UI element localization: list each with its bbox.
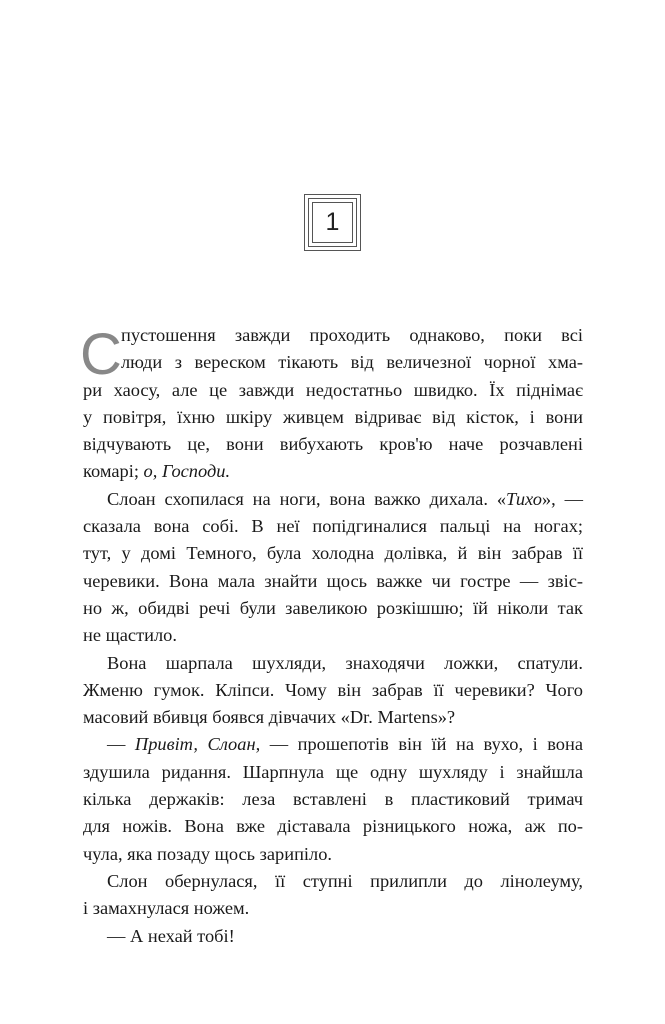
text-line: — А нехай тобі! (107, 925, 235, 946)
text-line: не щастило. (83, 625, 177, 646)
text-line (83, 486, 583, 513)
text-span: комарі; (83, 461, 144, 482)
text-line: чула, яка позаду щось зарипіло. (83, 843, 333, 864)
text-line: і замахнулася ножем. (83, 898, 250, 919)
italic-text: Привіт, Слоан, (134, 734, 261, 755)
text-line: у повітря, їхню шкіру живцем відриває від кісток, і вони (83, 406, 583, 427)
chapter-number: 1 (325, 208, 340, 236)
italic-text: о, Господи. (143, 461, 231, 482)
text-line: черевики. Вона мала знайти щось важке чи гостре — звіс- (83, 570, 583, 591)
text-line: здушила ридання. Шарпнула ще одну шухляду і знайшла (83, 761, 583, 782)
text-line: Жменю гумок. Кліпси. Чому він забрав її черевики? Чого (83, 679, 583, 700)
italic-text: Тихо (506, 488, 542, 509)
text-line: Слон обернулася, її ступні прилипли до лінолеуму, (107, 870, 583, 891)
text-line: тут, у домі Темного, була холодна долівка, й він забрав її (83, 543, 583, 564)
text-line: пустошення завжди проходить однаково, поки всі (121, 325, 583, 345)
text-line: для ножів. Вона вже діставала різницького ножа, аж по- (83, 816, 583, 837)
text-line: масовий вбивця боявся дівчачих «Dr. Martens»? (83, 707, 456, 728)
text-span: — (107, 734, 135, 755)
text-line (83, 731, 583, 758)
text-line: люди з вереском тікають від величезної чорної хма- (121, 352, 583, 373)
body-text (80, 322, 583, 950)
text-span: Слоан схопилася на ноги, вона важко дихала. « (107, 488, 507, 509)
text-line: Вона шарпала шухляди, знаходячи ложки, спатули. (107, 652, 583, 673)
text-line: сказала вона собі. В неї попідгиналися пальці на ногах; (83, 516, 583, 537)
chapter-number-frame (304, 194, 361, 251)
text-line: відчувають це, вони вибухають кров'ю наче розчавлені (83, 434, 583, 455)
text-span: », — (541, 488, 583, 509)
text-line (83, 458, 583, 485)
drop-cap: С (80, 322, 122, 387)
text-span: — прошепотів він їй на вухо, і вона (260, 734, 583, 755)
text-line: ри хаосу, але це завжди недостатньо швидко. Їх піднімає (83, 379, 583, 400)
text-line: но ж, обидві речі були завеликою розкішшю; їй ніколи так (83, 597, 583, 618)
text-line: кілька держаків: леза вставлені в пластиковий тримач (83, 789, 583, 810)
